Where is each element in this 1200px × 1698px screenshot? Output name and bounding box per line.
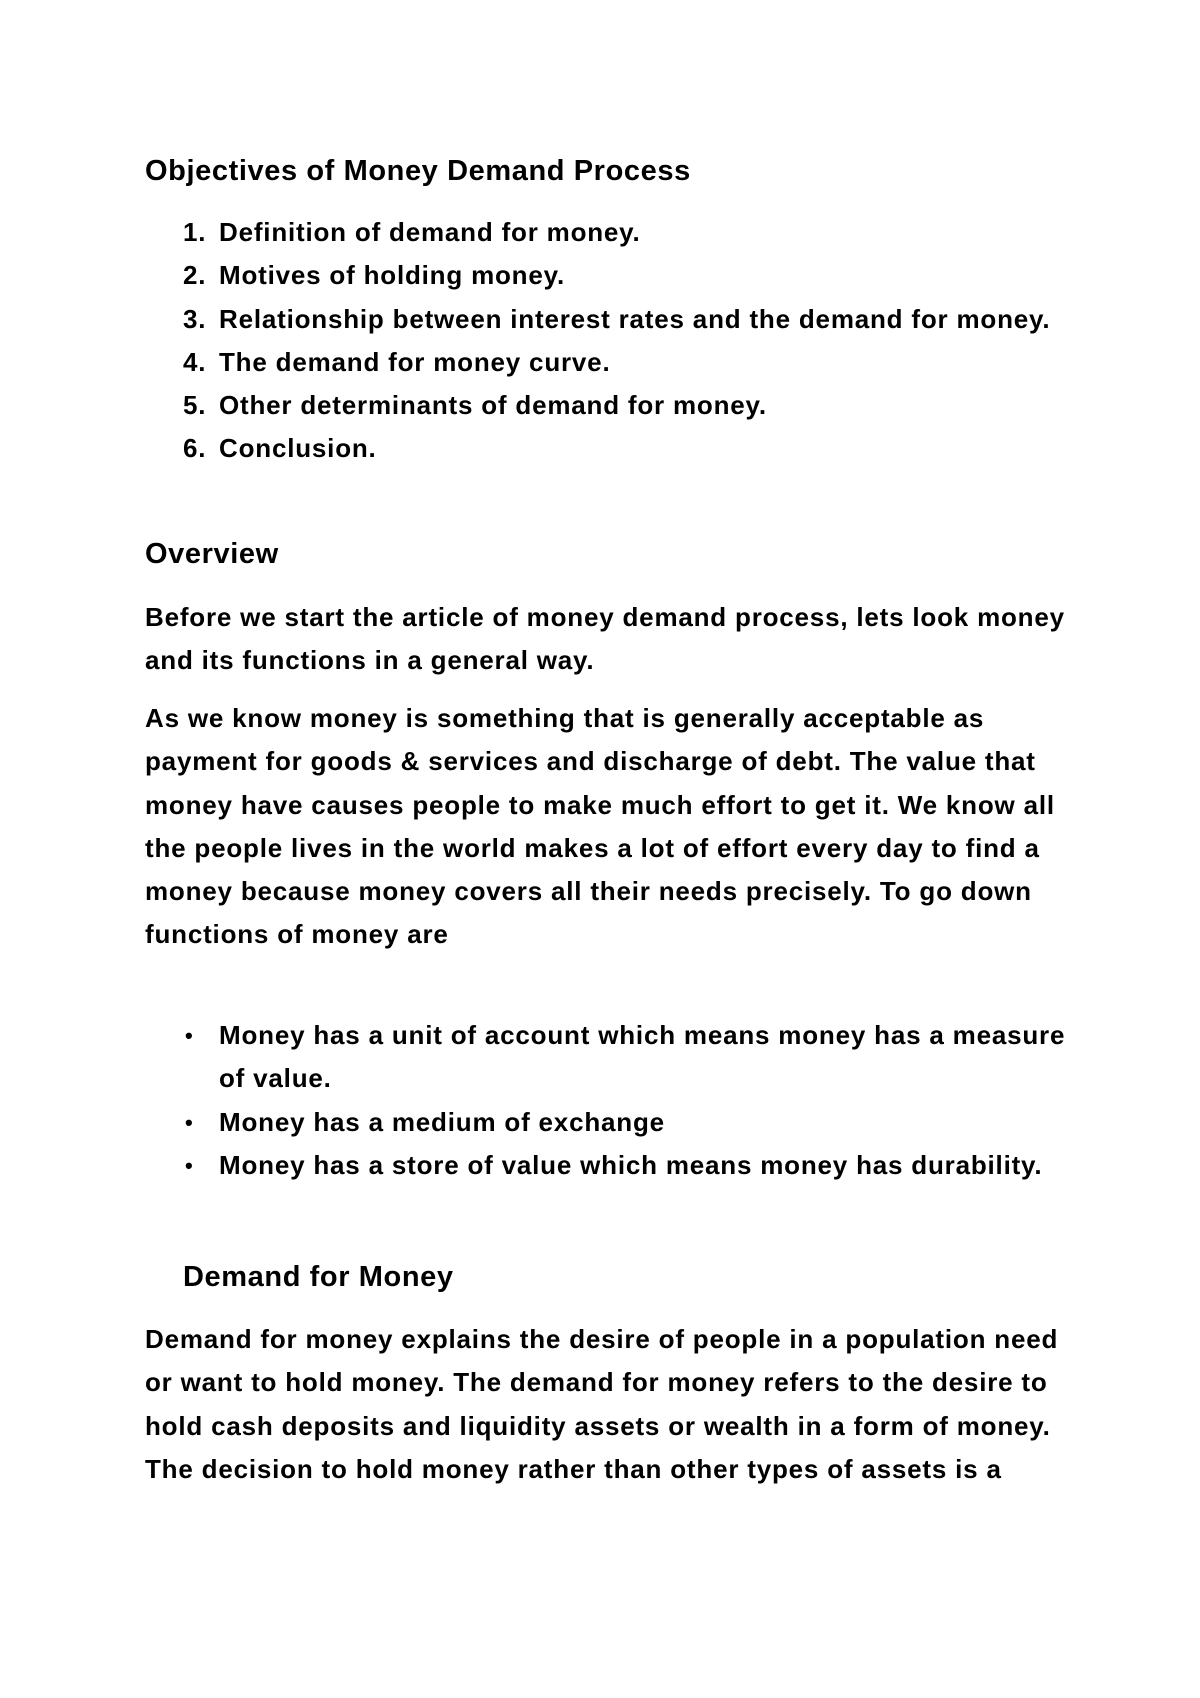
list-item-text: Conclusion. [219,433,377,464]
functions-list [0,1014,1200,1187]
demand-paragraph: Demand for money explains the desire of people in a population need or want to hold money. The demand for money refers to the desire to hold cash deposits and liquidity assets or wealth in a form of money. The decision to hold money rather than other types of assets is a [145,1324,1059,1484]
list-item [0,254,1079,297]
list-item-text: Money has a unit of account which means money has a measure of value. [219,1020,1066,1094]
bullet-marker: • [185,1023,194,1048]
list-item-text: Money has a medium of exchange [219,1106,665,1137]
objectives-list [0,211,1200,471]
list-number: 3. [183,303,207,334]
list-item [0,341,1079,384]
list-number: 6. [183,433,207,464]
list-item-text: Other determinants of demand for money. [219,390,767,421]
list-item [0,298,1079,341]
overview-paragraph-2: As we know money is something that is generally acceptable as payment for goods & services and discharge of debt. The value that money have causes people to make much effort to get it. We know all the people lives in the world makes a lot of effort every day to find a money because money covers all their needs precisely. To go down functions of money are [145,703,1055,950]
list-item-text: Motives of holding money. [219,260,565,291]
bullet-marker: • [185,1152,194,1178]
list-item-text: Definition of demand for money. [219,217,641,247]
overview-paragraph-1: Before we start the article of money demand process, lets look money and its functions in a general way. [145,602,1065,676]
list-number: 1. [183,217,207,247]
list-item [0,1101,1079,1144]
list-item [0,1144,1079,1187]
demand-heading: Demand for Money [183,1261,454,1293]
list-item [0,427,1079,470]
list-item-text: The demand for money curve. [219,346,611,377]
list-number: 5. [183,390,207,421]
list-item-text: Relationship between interest rates and the demand for money. [219,303,1051,334]
list-item [0,211,1079,254]
list-number: 4. [183,346,207,377]
bullet-marker: • [185,1109,194,1135]
list-item [0,1014,1079,1101]
list-item [0,384,1079,427]
objectives-heading: Objectives of Money Demand Process [145,155,691,187]
list-number: 2. [183,260,207,291]
overview-heading: Overview [145,538,279,570]
list-item-text: Money has a store of value which means money has durability. [219,1149,1043,1180]
